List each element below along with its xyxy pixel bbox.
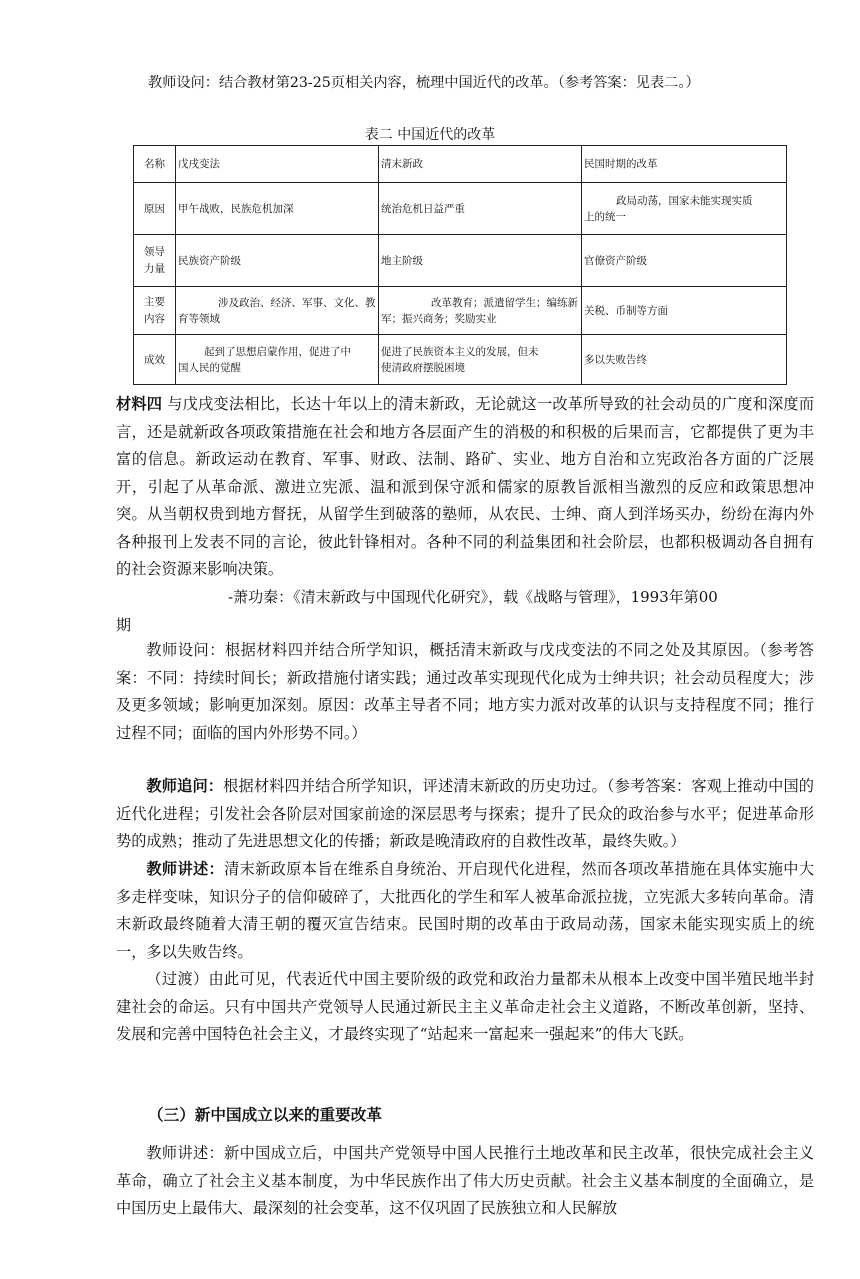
material-four-source <box>116 583 814 639</box>
row-label <box>134 287 176 335</box>
row-label-text: 领导力量 <box>144 245 165 275</box>
row-label: 原因 <box>134 183 176 235</box>
table-cell: 统治危机日益严重 <box>379 183 582 235</box>
table-row <box>134 287 787 335</box>
source-line-2: 期 <box>116 616 132 634</box>
section-heading: （三）新中国成立以来的重要改革 <box>148 1105 382 1124</box>
teacher-followup-question <box>116 773 814 856</box>
table-row <box>134 235 787 287</box>
table-row <box>134 335 787 385</box>
header-cell: 清末新政 <box>379 146 582 183</box>
material-four <box>116 391 814 584</box>
followup-lead: 教师追问： <box>146 777 224 795</box>
header-cell: 戊戌变法 <box>176 146 379 183</box>
source-line-1: -萧功秦：《清末新政与中国现代化研究》，载《战略与管理》，1993年第00 <box>228 588 718 606</box>
teacher-lecture-2: 教师讲述：新中国成立后，中国共产党领导中国人民推行土地改革和民主改革，很快完成社会主义革命，确立了社会主义基本制度，为中华民族作出了伟大历史贡献。社会主义基本制度的全面确立，是中国历史上最伟大、最深刻的社会变革，这不仅巩固了民族独立和人民解放 <box>116 1144 814 1217</box>
header-cell: 名称 <box>134 146 176 183</box>
table-row <box>134 183 787 235</box>
cell-text: 政局动荡，国家未能实现实质上的统一 <box>584 194 753 223</box>
table-cell: 民族资产阶级 <box>176 235 379 287</box>
lecture-lead: 教师讲述： <box>146 860 225 878</box>
cell-text: 促进了民族资本主义的发展，但未使清政府摆脱困境 <box>381 345 539 374</box>
material-four-text: 与戊戌变法相比，长达十年以上的清末新政，无论就这一改革所导致的社会动员的广度和深度而言，还是就新政各项政策措施在社会和地方各层面产生的消极的和积极的后果而言，它都提供了更为丰富的信息。新政运动在教育、军事、财政、法制、路矿、实业、地方自治和立宪政治各方面的广泛展开，引起了从革命派、激进立宪派、温和派到保守派和儒家的原教旨派相当激烈的反应和政策思想冲突。从当朝权贵到地方督抚，从留学生到破落的塾师，从农民、士绅、商人到洋场买办，纷纷在海内外各种报刊上发表不同的言论，彼此针锋相对。各种不同的利益集团和社会阶层，也都积极调动各自拥有的社会资源来影响决策。 <box>116 395 815 578</box>
table-cell: 关税、币制等方面 <box>582 287 787 335</box>
transition-paragraph: （过渡）由此可见，代表近代中国主要阶级的政党和政治力量都未从根本上改变中国半殖民地半封建社会的命运。只有中国共产党领导人民通过新民主主义革命走社会主义道路，不断改革创新，坚持、发展和完善中国特色社会主义，才最终实现了“站起来一富起来一强起来”的伟大飞跃。 <box>116 970 814 1043</box>
table-cell: 甲午战败，民族危机加深 <box>176 183 379 235</box>
row-label-text: 主要内容 <box>144 295 165 325</box>
row-label <box>134 235 176 287</box>
header-cell: 民国时期的改革 <box>582 146 787 183</box>
material-four-lead: 材料四 <box>116 395 163 413</box>
table-cell <box>379 335 582 385</box>
table-cell: 多以失败告终 <box>582 335 787 385</box>
teacher-question-1: 教师设问：根据材料四并结合所学知识，概括清末新政与戊戌变法的不同之处及其原因。（参考答案：不同：持续时间长；新政措施付诸实践；通过改革实现现代化成为士绅共识；社会动员程度大；涉及更多领域；影响更加深刻。原因：改革主导者不同；地方实力派对改革的认识与支持程度不同；推行过程不同；面临的国内外形势不同。） <box>116 641 814 742</box>
table-cell <box>176 287 379 335</box>
table-cell <box>582 183 787 235</box>
reform-table <box>133 145 787 385</box>
lecture-text: 清末新政原本旨在维系自身统治、开启现代化进程，然而各项改革措施在具体实施中大多走样变味，知识分子的信仰破碎了，大批西化的学生和军人被革命派拉拢，立宪派大多转向革命。清末新政最终随着大清王朝的覆灭宣告结束。民国时期的改革由于政局动荡，国家未能实现实质上的统一，多以失败告终。 <box>116 860 815 961</box>
followup-text: 根据材料四并结合所学知识，评述清末新政的历史功过。（参考答案：客观上推动中国的近代化进程；引发社会各阶层对国家前途的深层思考与探索；提升了民众的政治参与水平；促进革命形势的成熟；推动了先进思想文化的传播；新政是晚清政府的自救性改革，最终失败。） <box>116 777 814 850</box>
cell-text: 起到了思想启蒙作用，促进了中国人民的觉醒 <box>178 345 351 374</box>
teacher-lecture-1 <box>116 856 814 966</box>
intro-question: 教师设问：结合教材第23-25页相关内容，梳理中国近代的改革。（参考答案：见表二。） <box>148 75 700 91</box>
cell-text: 改革教育；派遣留学生；编练新军；振兴商务；奖励实业 <box>381 296 578 325</box>
table-cell: 地主阶级 <box>379 235 582 287</box>
row-label: 成效 <box>134 335 176 385</box>
table-cell <box>379 287 582 335</box>
table-header-row <box>134 146 787 183</box>
table-cell <box>176 335 379 385</box>
table-caption: 表二 中国近代的改革 <box>364 127 496 143</box>
cell-text: 涉及政治、经济、军事、文化、教育等领域 <box>178 296 376 325</box>
table-cell: 官僚资产阶级 <box>582 235 787 287</box>
